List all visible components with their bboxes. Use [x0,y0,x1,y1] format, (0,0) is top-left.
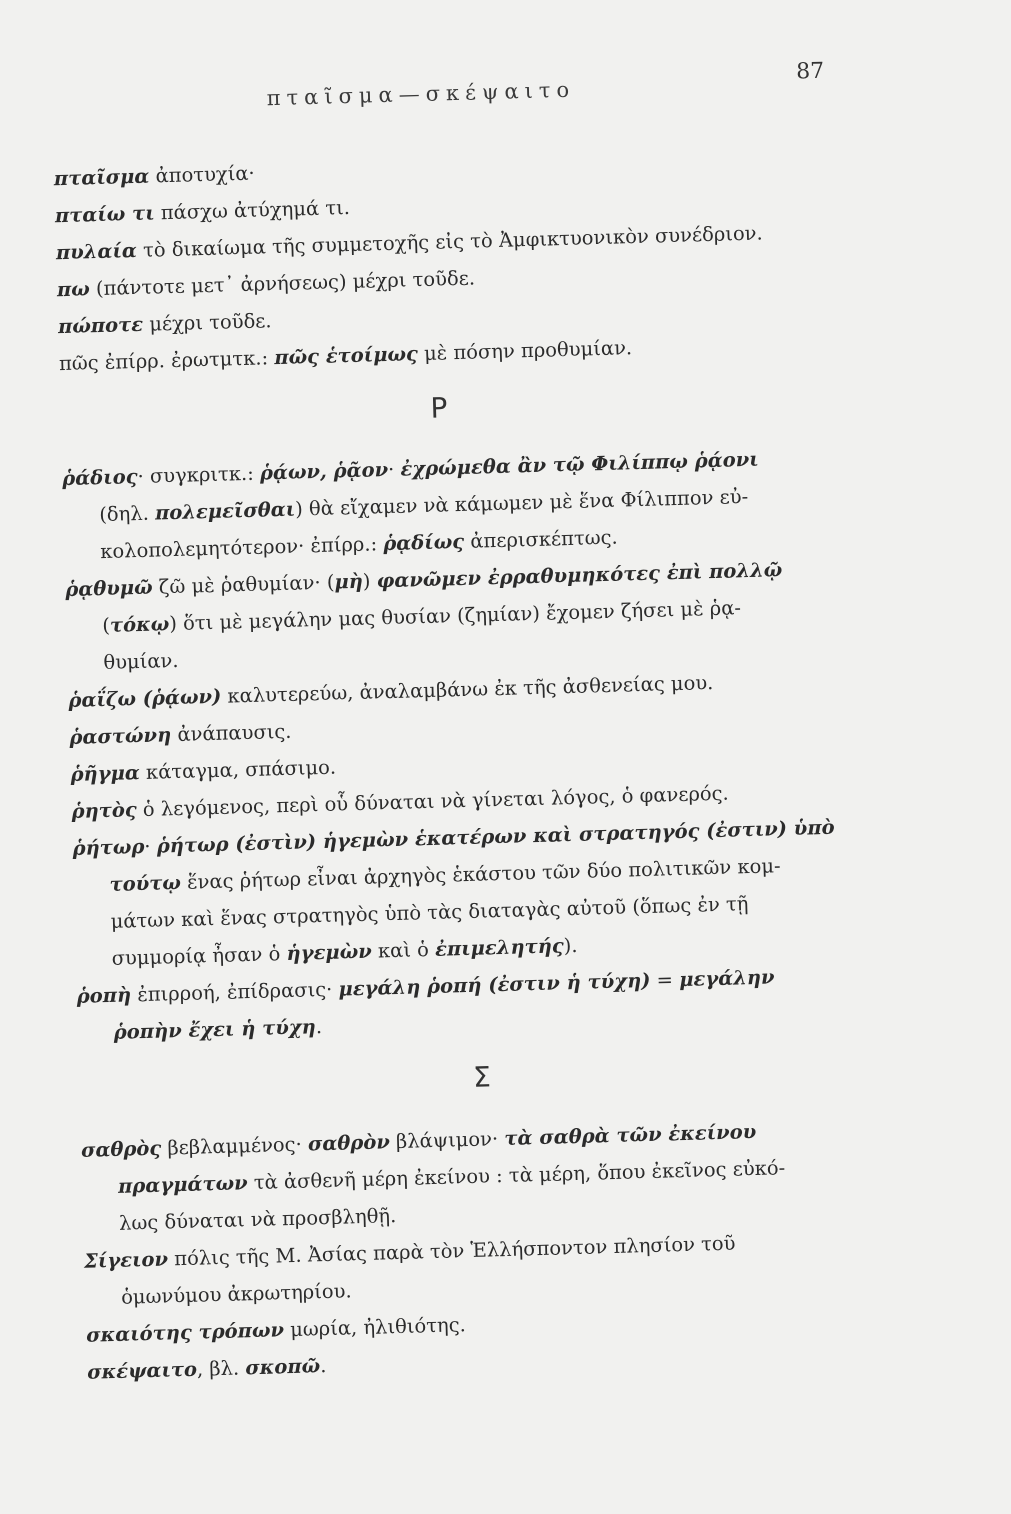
dictionary-entry [72,806,926,978]
entry-text: μὲ πόσην προθυμίαν. [417,336,633,366]
headword: ῥοπὴν ἔχει ἡ τύχη [113,1015,317,1044]
headword: πῶς ἑτοίμως [273,342,419,370]
headword: τὰ σαθρὰ τῶν ἐκείνου [504,1120,757,1151]
entry-text: ἀπερισκέπτως. [463,525,619,553]
entry-text: μάτων καὶ ἕνας στρατηγὸς ὑπὸ τὰς διαταγὰς αὐτοῦ (ὅπως ἐν τῇ [110,892,749,933]
entry-text: . [315,1015,323,1039]
entry-text: βεβλαμμένος· [160,1132,309,1160]
entry-text: θυμίαν. [103,648,179,675]
running-head: πταῖσμα—σκέψαιτο [266,77,576,111]
entry-line [55,196,351,227]
headword: σαθρὸς [80,1136,162,1162]
entry-line [59,336,633,375]
headword: σκέψαιτο [86,1357,198,1384]
entry-text: τὰ ἀσθενῆ μέρη ἐκείνου : τὰ μέρη, ὅπου ἐκεῖνος εὐκό- [247,1156,786,1195]
entry-text: (δηλ. [98,501,156,527]
headword: ἐχρώμεθα ἂν τῷ Φιλίππῳ ῥᾴονι [400,447,759,481]
headword: μὴ [334,569,364,594]
entry-text: λως δύναται νὰ προσβληθῇ. [118,1204,397,1235]
entry-line [57,267,476,302]
entry-text: ἀποτυχία· [149,161,256,188]
headword: πταῖσμα [53,164,150,191]
headword: μεγάλην [678,965,775,992]
entry-line [86,1313,466,1347]
page-number: 87 [795,58,825,85]
section-letter-sigma: Σ [472,1060,492,1094]
entry-text: πῶς ἐπίρρ. ἐρωτμτκ.: [58,346,275,376]
entry-text: ὁ λεγόμενος, περὶ οὗ δύναται νὰ γίνεται λόγος, ὁ φανερός. [136,781,730,822]
entry-line [87,1354,327,1384]
headword: πω [56,277,91,302]
headword: ῥᾴων, ῥᾷον [259,458,389,485]
section-rho-entries [62,436,928,1052]
entry-text: = [650,968,680,992]
headword: τούτῳ [109,870,182,896]
entry-line [58,309,272,338]
entry-text: ζῶ μὲ ῥαθυμίαν· ( [152,570,335,599]
entry-text: κάταγμα, σπάσιμο. [139,755,337,785]
entry-text: καλυτερεύω, ἀναλαμβάνω ἐκ τῆς ἀσθενείας μου. [220,671,714,708]
entry-text: · [387,457,401,482]
headword: τόκῳ [109,612,170,637]
headword: πταίω τι [54,201,155,228]
entry-text: . [319,1354,327,1378]
headword: ῥᾳδίως [382,529,465,556]
entry-text: ὁμωνύμου ἀκρωτηρίου. [120,1279,352,1309]
headword: σκοπῶ [245,1354,321,1380]
headword: σκαιότης τρόπων [85,1318,285,1347]
headword: μεγάλη ῥοπή (ἐστιν ἡ τύχη) [338,968,651,1001]
entry-text: ). [563,933,578,958]
entry-text: ( [102,613,111,638]
entry-text: κολοπολεμητότερον· ἐπίρρ.: [99,532,384,564]
entry-text: ἐπιρροή, ἐπίδρασις· [130,977,339,1007]
entry-text: ) θὰ εἴχαμεν νὰ κάμωμεν μὲ ἕνα Φίλιππον εὐ- [294,484,749,521]
entry-text: πόλις τῆς Μ. Ἀσίας παρὰ τὸν Ἑλλήσποντον πλησίον τοῦ [167,1231,736,1271]
entry-text: , βλ. [196,1356,246,1381]
entry-text: συμμορίᾳ ἦσαν ὁ [111,942,287,970]
entry-text: ἀνάπαυσις. [170,719,292,747]
entry-line [70,756,336,786]
entry-text: ) ὅτι μὲ μεγάλην μας θυσίαν (ζημίαν) ἔχομεν ζήσει μὲ ῥᾳ- [168,596,742,636]
headword: ῥοπὴ [76,983,132,1008]
headword: ῥαστώνη [69,723,172,750]
entry-text: ) [362,569,377,593]
headword: ἡγεμὼν [286,939,373,966]
headword: σαθρὸν [307,1130,391,1156]
section-pi-entries [53,137,909,383]
entry-text: · [144,834,158,858]
headword: πραγμάτων [117,1171,248,1198]
headword: πολεμεῖσθαι [154,497,296,525]
headword: ἐπιμελητής [434,934,565,961]
entry-text: (πάντοτε μετ᾽ ἀρνήσεως) μέχρι τοῦδε. [89,266,476,301]
headword: ῥᾳθυμῶ [65,575,153,602]
headword: ῥῆγμα [70,761,141,786]
headword: ῥήτωρ [72,834,145,860]
entry-text: πάσχω ἀτύχημά τι. [154,195,351,225]
headword: φανῶμεν ἐρραθυμηκότες ἐπὶ πολλῷ [376,558,783,593]
entry-text: μέχρι τοῦδε. [142,309,272,336]
headword: ῥήτωρ (ἐστὶν) ἡγεμὼν ἑκατέρων καὶ στρατηγός (ἐστιν) ὑπὸ [156,815,835,858]
headword: πώποτε [57,312,144,339]
section-sigma-entries [80,1108,937,1391]
headword: πυλαία [55,238,138,265]
entry-line [69,720,292,749]
entry-line [54,162,255,191]
entry-text: μωρία, ἠλιθιότης. [283,1313,467,1342]
entry-text: καὶ ὁ [371,937,436,963]
headword: ῥαΐζω (ῥᾴων) [68,684,222,713]
entry-text: τὸ δικαίωμα τῆς συμμετοχῆς εἰς τὸ Ἀμφικτυονικὸν συνέδριον. [136,221,764,262]
entry-text: βλάψιμον· [389,1127,505,1154]
headword: Σίγειον [83,1247,169,1273]
headword: ῥητὸς [71,798,138,823]
headword: ῥάδιος [61,465,138,491]
entry-text: ἕνας ῥήτωρ εἶναι ἀρχηγὸς ἑκάστου τῶν δύο πολιτικῶν κομ- [180,854,781,894]
section-letter-rho: Ρ [429,391,448,425]
entry-text: · συγκριτκ.: [137,461,261,489]
